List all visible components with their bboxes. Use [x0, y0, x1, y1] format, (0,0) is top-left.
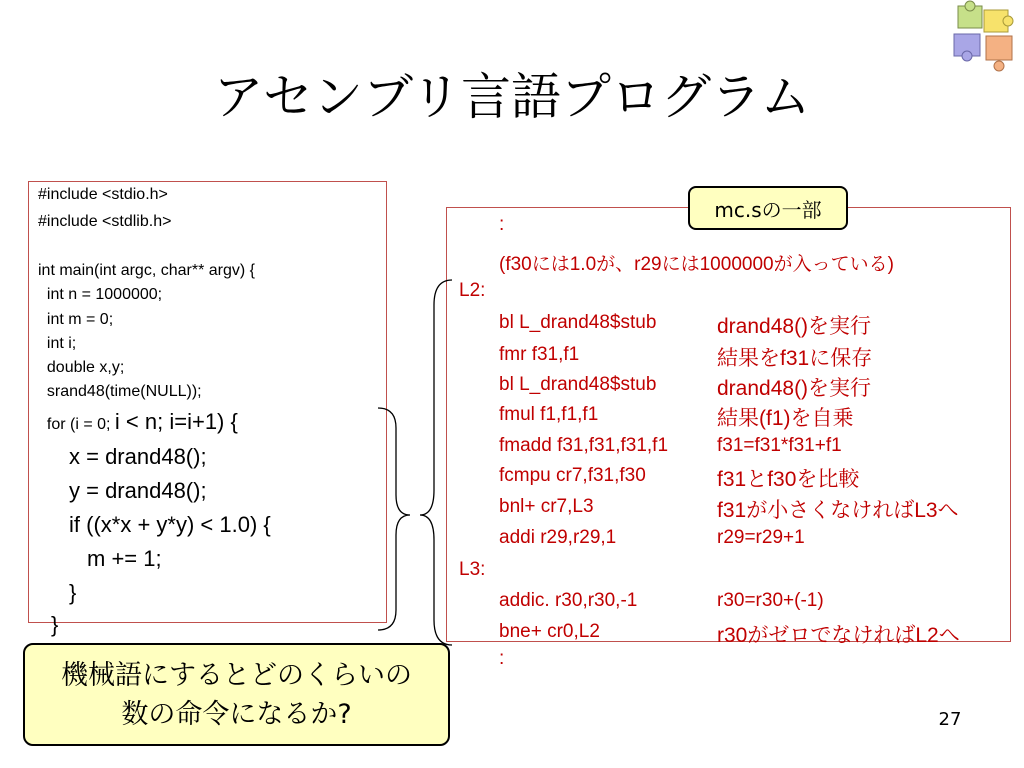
code-line: int n = 1000000;: [38, 286, 163, 303]
for-loop-line: [38, 409, 238, 435]
asm-op: fmul f1,f1,f1: [499, 404, 599, 425]
asm-op: fmadd f31,f31,f31,f1: [499, 435, 669, 456]
c-source-panel: [28, 181, 387, 637]
question-callout: [23, 643, 450, 746]
for-loop-prefix: for (i = 0;: [46, 416, 115, 433]
asm-note: f31=f31*f31+f1: [717, 435, 842, 456]
asm-note: f31が小さくなければL3へ: [717, 499, 959, 522]
code-line: int main(int argc, char** argv) {: [38, 262, 255, 279]
asm-note: drand48()を実行: [717, 315, 872, 338]
asm-note: f31とf30を比較: [717, 468, 860, 491]
asm-op: bnl+ cr7,L3: [499, 496, 594, 517]
asm-op: addi r29,r29,1: [499, 527, 617, 548]
code-line: }: [51, 612, 59, 637]
asm-note: r30がゼロでなければL2へ: [717, 624, 960, 647]
assembly-panel: [446, 207, 1011, 669]
code-line: y = drand48();: [69, 478, 207, 503]
asm-note: 結果をf31に保存: [717, 347, 873, 370]
code-line: #include <stdio.h>: [38, 186, 168, 203]
mc-s-callout-text: mc.sの一部: [714, 197, 822, 222]
asm-label-l3: L3:: [459, 559, 486, 580]
for-loop-condition: i < n; i=i+1) {: [114, 409, 238, 434]
code-line: x = drand48();: [69, 444, 207, 469]
asm-label-l2: L2:: [459, 280, 486, 301]
code-line: double x,y;: [38, 359, 125, 376]
question-line-2: 数の命令になるか?: [121, 698, 352, 730]
puzzle-pieces-icon: [948, 0, 1024, 72]
code-line: if ((x*x + y*y) < 1.0) {: [69, 512, 271, 537]
asm-note: drand48()を実行: [717, 377, 872, 400]
page-number: 27: [938, 709, 962, 730]
asm-op: bl L_drand48$stub: [499, 312, 657, 333]
question-line-1: 機械語にするとどのくらいの: [61, 659, 412, 691]
asm-comment: (f30には1.0が、r29には1000000が入っている): [499, 254, 894, 275]
asm-op: addic. r30,r30,-1: [499, 590, 638, 611]
asm-ellipsis: :: [499, 648, 505, 669]
code-line: srand48(time(NULL));: [38, 383, 202, 400]
code-line: m += 1;: [87, 546, 162, 571]
asm-note: r29=r29+1: [717, 527, 805, 548]
code-line: int i;: [38, 335, 77, 352]
asm-note: r30=r30+(-1): [717, 590, 824, 611]
code-line: #include <stdlib.h>: [38, 213, 172, 230]
asm-op: bl L_drand48$stub: [499, 374, 657, 395]
code-line: int m = 0;: [38, 311, 114, 328]
code-line: }: [69, 580, 77, 605]
asm-op: fcmpu cr7,f31,f30: [499, 465, 646, 486]
mc-s-callout: [688, 186, 848, 230]
asm-op: fmr f31,f1: [499, 344, 580, 365]
slide-title: アセンブリ言語プログラム: [213, 68, 811, 126]
asm-note: 結果(f1)を自乗: [717, 407, 854, 430]
asm-ellipsis: :: [499, 214, 505, 235]
asm-op: bne+ cr0,L2: [499, 621, 600, 642]
